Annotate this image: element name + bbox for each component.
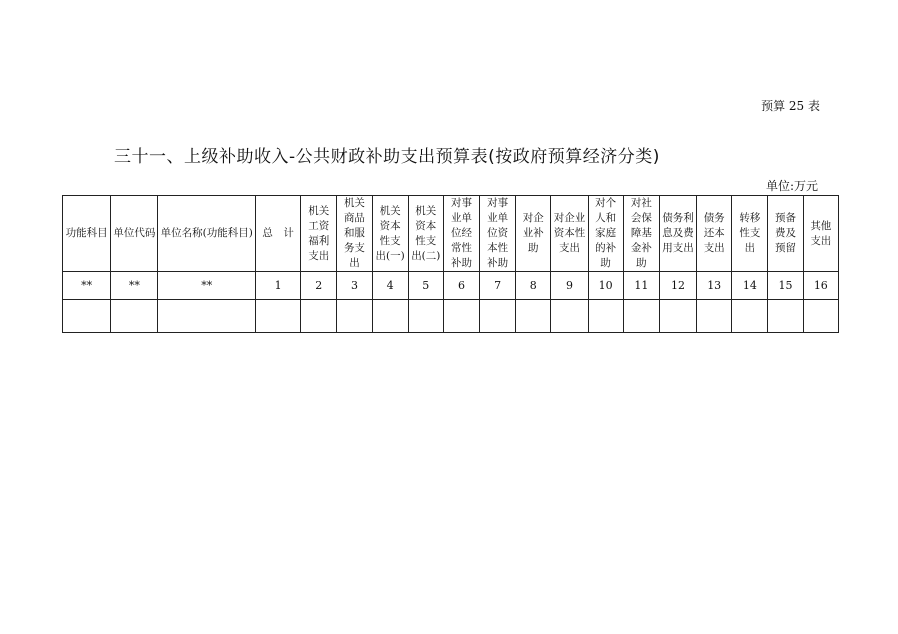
column-header: 预备费及预留 [768,196,803,272]
column-header: 债务利息及费用支出 [659,196,696,272]
table-cell: 4 [372,272,408,300]
column-header: 对社会保障基金补助 [623,196,659,272]
table-cell: 3 [337,272,372,300]
budget-table [62,195,839,333]
column-header: 对事业单位资本性补助 [480,196,516,272]
table-cell [697,300,732,333]
table-cell [659,300,696,333]
table-cell [768,300,803,333]
column-header: 对个人和家庭的补助 [588,196,623,272]
table-cell [623,300,659,333]
column-header: 功能科目 [63,196,111,272]
column-header: 债务还本支出 [697,196,732,272]
table-cell [158,300,256,333]
column-header: 单位名称(功能科目) [158,196,256,272]
table-cell [803,300,838,333]
table-cell [588,300,623,333]
column-header: 转移性支出 [732,196,768,272]
table-cell [372,300,408,333]
table-cell [111,300,158,333]
table-cell: 12 [659,272,696,300]
column-header: 机关资本性支出(一) [372,196,408,272]
header-row [63,196,839,272]
table-cell: 13 [697,272,732,300]
column-header: 对事业单位经常性补助 [443,196,479,272]
column-header: 其他支出 [803,196,838,272]
table-cell: 15 [768,272,803,300]
column-header: 对企业补助 [516,196,551,272]
unit-label: 单位:万元 [765,179,818,193]
table-cell [408,300,443,333]
table-cell: 10 [588,272,623,300]
column-header: 机关资本性支出(二) [408,196,443,272]
column-header: 机关工资福利支出 [301,196,337,272]
table-cell [480,300,516,333]
table-cell: 16 [803,272,838,300]
table-cell: 5 [408,272,443,300]
table-row-empty [63,300,839,333]
table-cell: 6 [443,272,479,300]
column-header: 对企业资本性支出 [551,196,588,272]
table-cell: 14 [732,272,768,300]
table-cell: 7 [480,272,516,300]
table-cell: ** [158,272,256,300]
column-header: 单位代码 [111,196,158,272]
column-header: 机关商品和服务支出 [337,196,372,272]
table-cell: 9 [551,272,588,300]
table-cell [551,300,588,333]
table-cell [443,300,479,333]
table-cell [255,300,300,333]
table-cell: ** [63,272,111,300]
table-cell: 1 [255,272,300,300]
table-cell: 2 [301,272,337,300]
table-cell [337,300,372,333]
table-row [63,272,839,300]
column-header: 总 计 [255,196,300,272]
table-cell: 8 [516,272,551,300]
table-cell [516,300,551,333]
page-title: 三十一、上级补助收入-公共财政补助支出预算表(按政府预算经济分类) [114,147,660,167]
table-cell [63,300,111,333]
table-cell [732,300,768,333]
table-cell [301,300,337,333]
table-cell: ** [111,272,158,300]
table-number: 预算 25 表 [761,99,820,113]
table-cell: 11 [623,272,659,300]
